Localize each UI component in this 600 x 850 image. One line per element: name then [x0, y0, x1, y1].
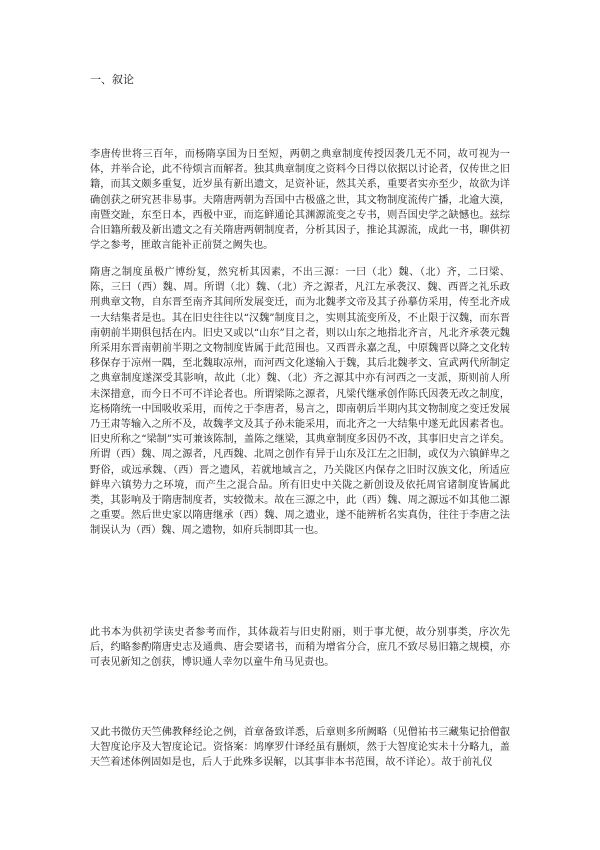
paragraph-three-sources: 隋唐之制度虽极广博纷复，然究析其因素，不出三源：一曰（北）魏、（北）齐，二曰梁、陈，三曰（西）魏、周。所谓（北）魏、（北）齐之源者，凡江左承袭汉、魏、西晋之礼乐政刑典章文物，自东晋至南齐其间所发展变迁，而为北魏孝文帝及其子孙摹仿采用，传至北齐成一大结集者是也。其在旧史往往以“汉魏”制度目之，实则其流变所及，不止限于汉魏，而东晋南朝前半期俱包括在内。旧史又或以“山东”目之者，则以山东之地指北齐言，凡北齐承袭元魏所采用东晋南朝前半期之文物制度皆属于此范围也。又西晋永嘉之乱，中原魏晋以降之文化转移保存于凉州一隅，至北魏取凉州，而河西文化遂输入于魏，其后北魏孝文、宣武两代所制定之典章制度遂深受其影响，故此（北）魏、（北）齐之源其中亦有河西之一支派，斯则前人所未深措意，而今日不可不详论者也。所谓梁陈之源者，凡梁代继承创作陈氏因袭无改之制度，迄杨隋统一中国吸收采用，而传之于李唐者，易言之，即南朝后半期内其文物制度之变迁发展乃王肃等输入之所不及，故魏孝文及其子孙未能采用，而北齐之一大结集中遂无此因素者也。旧史所称之“梁制”实可兼该陈制，盖陈之继梁，其典章制度多因仍不改，其事旧史言之详矣。所谓（西）魏、周之源者，凡西魏、北周之创作有异于山东及江左之旧制，或仅为六镇鲜卑之野俗，或远承魏、（西）晋之遗风，若就地域言之，乃关陇区内保存之旧时汉族文化，所适应鲜卑六镇势力之环境，而产生之混合品。所有旧史中关陇之新创设及依托周官诸制度皆属此类，其影响及于隋唐制度者，实较微末。故在三源之中，此（西）魏、周之源远不如其他二源之重要。然后世史家以隋唐继承（西）魏、周之遗业，遂不能辨析名实真伪，往往于李唐之法制误认为（西）魏、周之遗物，如府兵制即其一也。	[90, 267, 510, 537]
paragraph-purpose: 此书本为供初学读史者参考而作，其体裁若与旧史附丽，则于事尤便，故分别事类，序次先后，约略参酌隋唐史志及通典、唐会要诸书，而稍为增省分合，庶几不致尽易旧籍之规模，亦可表见新知之创获，博识通人幸勿以童牛角马见责也。	[90, 627, 510, 669]
paragraph-method: 又此书微仿天竺佛教释经论之例，首章备致详悉，后章则多所阙略（见僧祐书三藏集记拾僧叡大智度论序及大智度论记。资恪案：鸠摩罗什译经虽有删烦，然于大智度论实未十分略九，盖天竺着述体例固如是也，后人于此殊多误解，以其事非本书范围，故不详论）。故于前礼仪	[90, 727, 510, 769]
section-heading: 一、叙论	[90, 73, 134, 86]
paragraph-intro: 李唐传世将三百年，而杨隋享国为日至短，两朝之典章制度传授因袭几无不同，故可视为一体，并举合论，此不待烦言而解者。独其典章制度之资料今日得以依据以讨论者，仅传世之旧籍，而其文颇多重复，近岁虽有新出遗文，足资补证，然其关系，重要者实亦至少，故欲为详确创获之研究甚非易事。夫隋唐两朝为吾国中古极盛之世，其文物制度流传广播，北逾大漠，南暨交趾，东至日本，西极中亚，而迄鲜通论其渊源流变之专书，则吾国史学之缺憾也。兹综合旧籍所载及新出遗文之有关隋唐两朝制度者，分析其因子，推论其源流，成此一书，聊供初学之参考，匪敢言能补正前贤之阙失也。	[90, 149, 510, 252]
